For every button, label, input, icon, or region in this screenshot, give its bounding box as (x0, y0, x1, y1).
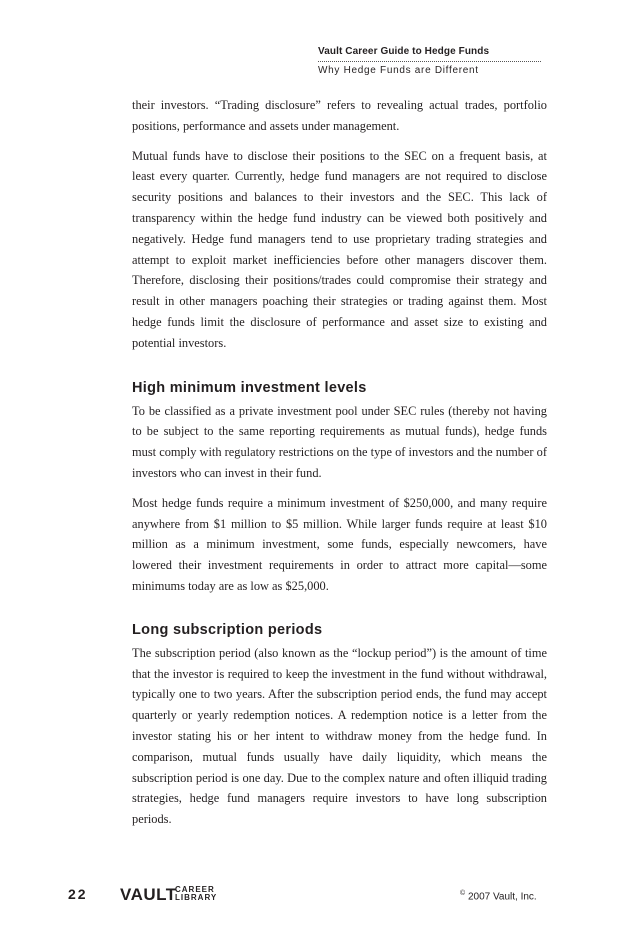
heading-minimum-investment: High minimum investment levels (132, 379, 367, 396)
header-subtitle: Why Hedge Funds are Different (318, 65, 479, 76)
logo-subtitle-line2: LIBRARY (175, 893, 218, 902)
paragraph-mutual-funds-disclosure: Mutual funds have to disclose their positions to the SEC on a frequent basis, at least every quarter. Currently, hedge fund managers are not required to disclose security positions and balances to their investors and the SEC. This lack of transparency within the hedge fund industry can be viewed both positively and negatively. Hedge fund managers tend to use proprietary trading strategies and attempt to exploit market inefficiencies before other managers discover them. Therefore, disclosing their positions/trades could compromise their strategy and result in other managers poaching their strategies or trading against them. Most hedge funds limit the disclosure of performance and asset size to existing and potential investors. (132, 148, 547, 350)
logo-wordmark: VAULT (120, 885, 177, 904)
page-number: 22 (68, 886, 88, 902)
header-divider (318, 61, 541, 62)
copyright-symbol: © (460, 890, 466, 897)
copyright-notice (460, 890, 537, 902)
paragraph-subscription-period: The subscription period (also known as the “lockup period”) is the amount of time that the investor is required to keep the investment in the fund without withdrawal, typically one to two years. After the subscription period ends, the fund may accept quarterly or yearly redemption notices. A redemption notice is a letter from the investor stating his or her intent to withdraw money from the hedge fund. In comparison, mutual funds usually have daily liquidity, which means the subscription period is one day. Due to the complex nature and often illiquid trading strategies, hedge fund managers require investors to have long subscription periods. (132, 645, 547, 827)
running-header (318, 45, 541, 78)
copyright-text: 2007 Vault, Inc. (465, 891, 537, 903)
page-body (132, 95, 547, 830)
paragraph-private-pool: To be classified as a private investment pool under SEC rules (thereby not having to be subject to the same reporting requirements as mutual funds), hedge funds must comply with regulatory restrictions on the type of investors and the number of investors who can invest in their fund. (132, 403, 547, 480)
logo-subtitle (175, 886, 217, 902)
page-footer (0, 884, 638, 908)
paragraph-trading-disclosure: their investors. “Trading disclosure” refers to revealing actual trades, portfolio positions, performance and assets under management. (132, 98, 547, 133)
logo-subtitle-line1: CAREER (175, 885, 215, 894)
header-title: Vault Career Guide to Hedge Funds (318, 46, 490, 57)
paragraph-minimum-investment: Most hedge funds require a minimum investment of $250,000, and many require anywhere from $1 million to $5 million. While larger funds require at least $10 million as a minimum investment, some funds, especially newcomers, have lowered their investment requirements in order to attract more capital—some minimums today are as low as $25,000. (132, 495, 547, 593)
heading-subscription-periods: Long subscription periods (132, 621, 323, 638)
